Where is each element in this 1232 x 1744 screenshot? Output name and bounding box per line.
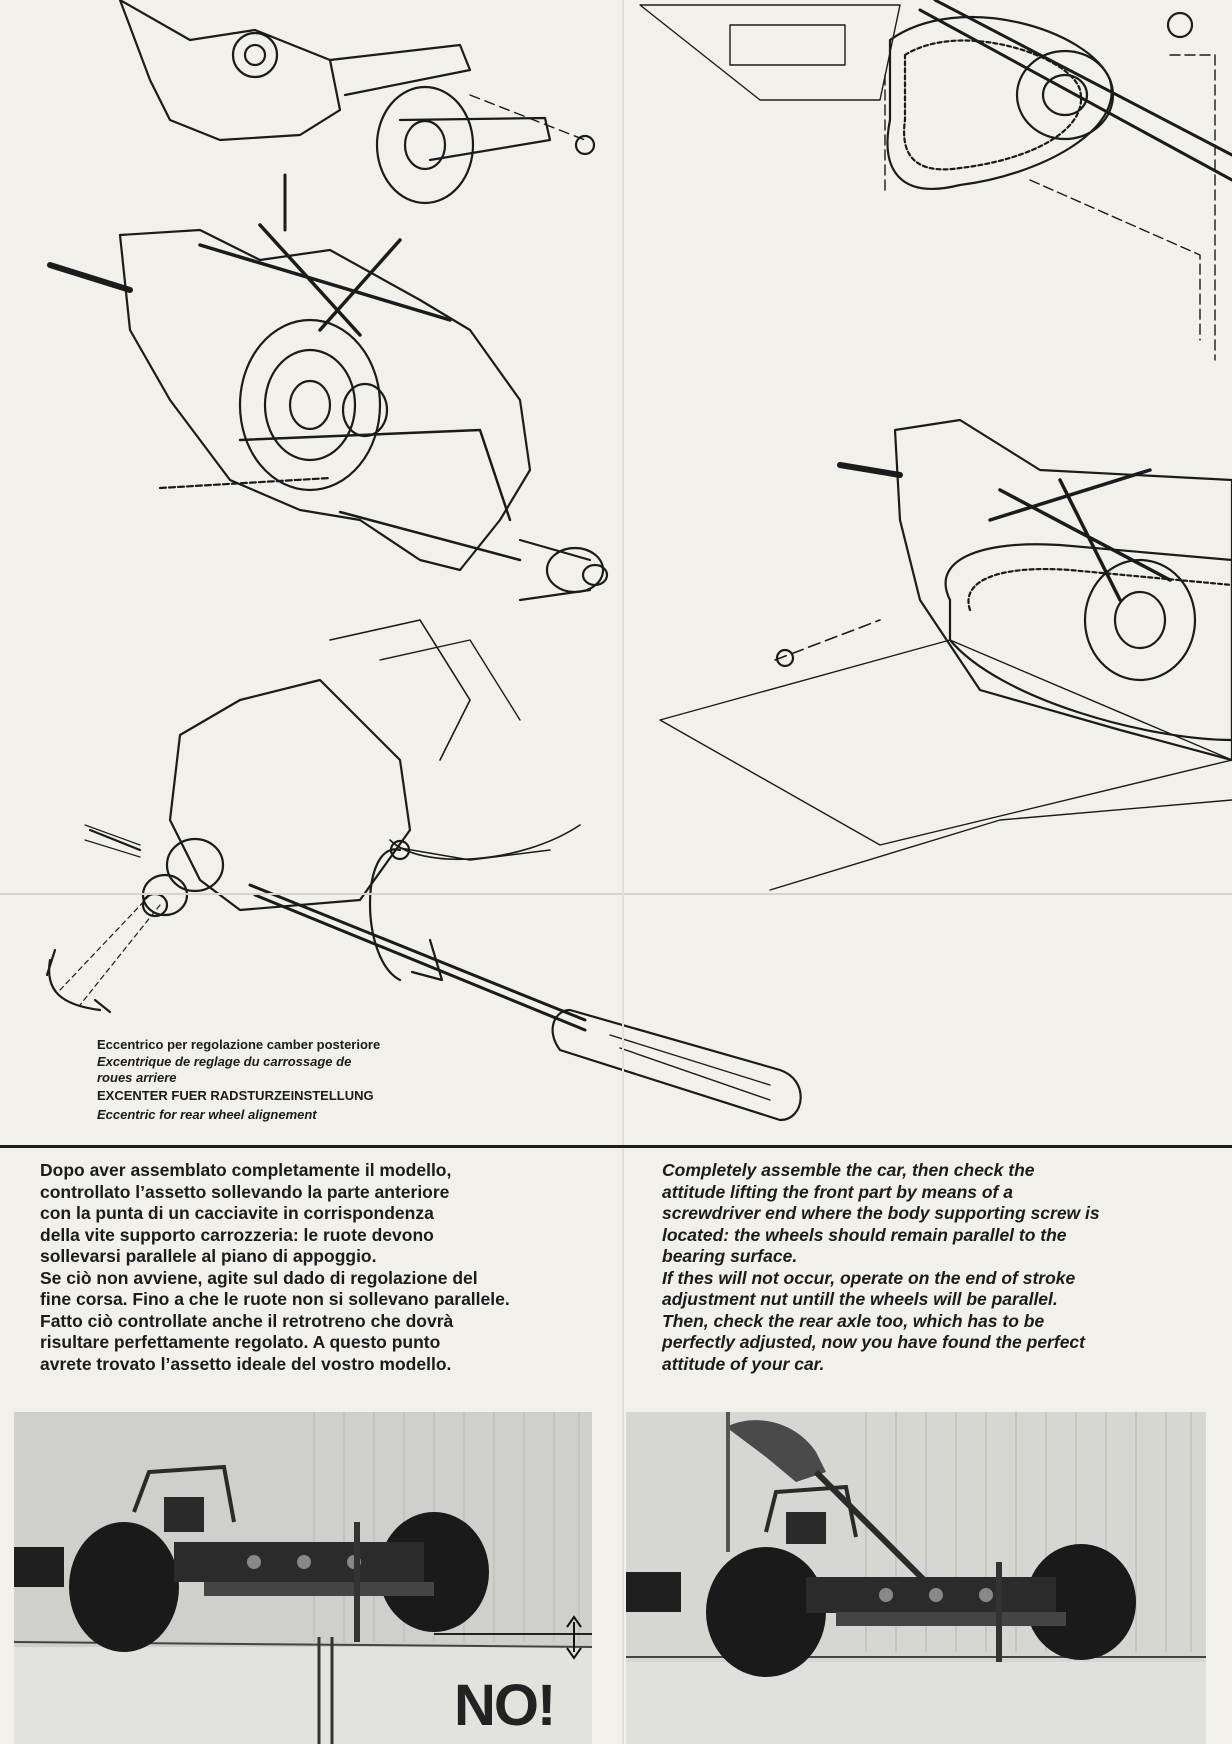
text-line: Completely assemble the car, then check the xyxy=(662,1160,1035,1180)
text-line: sollevarsi parallele al piano di appoggio. xyxy=(40,1246,377,1266)
photo-correct-setup xyxy=(626,1412,1206,1744)
section-divider xyxy=(0,1145,1232,1148)
text-line: Then, check the rear axle too, which has to be xyxy=(662,1310,1045,1331)
text-line: screwdriver end where the body supporting screw is xyxy=(662,1203,1100,1223)
text-line: bearing surface. xyxy=(662,1246,798,1266)
caption-german: EXCENTER FUER RADSTURZEINSTELLUNG xyxy=(97,1088,374,1103)
text-line: perfectly adjusted, now you have found the perfect xyxy=(662,1332,1085,1352)
rear-suspension-drawing xyxy=(50,225,607,600)
text-line: Dopo aver assemblato completamente il modello, xyxy=(40,1160,452,1180)
text-line: Fatto ciò controllate anche il retrotreno che dovrà xyxy=(40,1310,454,1331)
side-assembly-drawing xyxy=(660,420,1232,890)
photo-wrong-setup xyxy=(14,1412,592,1744)
text-line: risultare perfettamente regolato. A questo punto xyxy=(40,1332,441,1352)
text-line: located: the wheels should remain parallel to the xyxy=(662,1224,1067,1245)
english-instructions xyxy=(662,1160,1202,1375)
text-line: con la punta di un cacciavite in corrispondenza xyxy=(40,1203,434,1223)
text-line: adjustment nut untill the wheels will be parallel. xyxy=(662,1289,1058,1309)
caption-italian: Eccentrico per regolazione camber posteriore xyxy=(97,1037,381,1052)
text-line: Se ciò non avviene, agite sul dado di regolazione del xyxy=(40,1267,478,1288)
diagram-caption xyxy=(97,1035,457,1124)
text-line: attitude lifting the front part by means of a xyxy=(662,1181,1013,1202)
caption-french-2: roues arriere xyxy=(97,1070,177,1085)
fold-line xyxy=(0,893,1232,895)
fold-line-vertical xyxy=(622,0,624,1744)
top-gearbox-drawing xyxy=(120,0,594,230)
text-line: della vite supporto carrozzeria: le ruote devono xyxy=(40,1224,434,1245)
text-line: attitude of your car. xyxy=(662,1353,825,1374)
caption-french-1: Excentrique de reglage du carrossage de xyxy=(97,1054,352,1069)
italian-instructions xyxy=(40,1160,615,1375)
text-line: avrete trovato l’assetto ideale del vostro modello. xyxy=(40,1353,452,1374)
car-photo-right xyxy=(626,1412,1206,1744)
caption-english: Eccentric for rear wheel alignement xyxy=(97,1107,317,1122)
no-label: NO! xyxy=(454,1673,555,1738)
top-axle-drawing xyxy=(640,0,1232,360)
text-line: fine corsa. Fino a che le ruote non si sollevano parallele. xyxy=(40,1289,510,1309)
text-line: If thes will not occur, operate on the end of stroke xyxy=(662,1267,1076,1288)
text-line: controllato l’assetto sollevando la parte anteriore xyxy=(40,1181,450,1202)
